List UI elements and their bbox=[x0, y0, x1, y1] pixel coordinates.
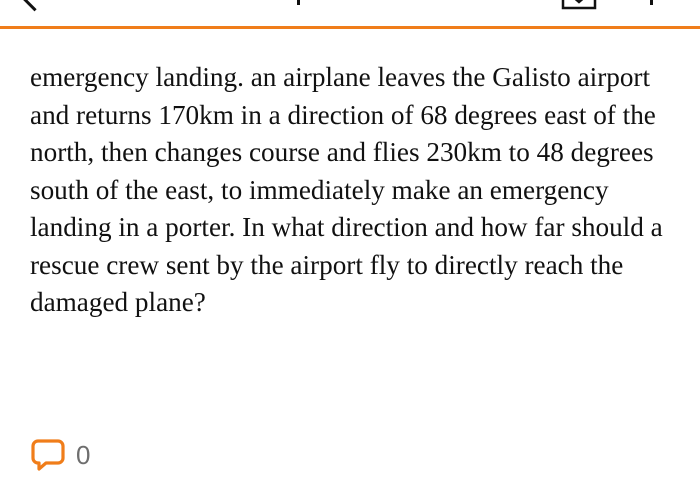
top-toolbar bbox=[0, 0, 700, 26]
mail-icon[interactable] bbox=[561, 0, 597, 10]
header-divider bbox=[0, 26, 700, 29]
comment-icon bbox=[30, 437, 66, 473]
comment-count: 0 bbox=[76, 440, 91, 470]
question-text: emergency landing. an airplane leaves the Galisto airport and returns 170km in a direction of 68 degrees east of the north, then changes course and flies 230km to 48 degrees south of the east, to immediately make an emergency landing in a porter. In what direction and how far should a rescue crew sent by the airport fly to directly reach the damaged plane? bbox=[30, 62, 663, 317]
toolbar-separator bbox=[650, 0, 653, 5]
toolbar-separator bbox=[297, 0, 300, 5]
comments-button[interactable] bbox=[30, 437, 90, 473]
back-chevron-icon[interactable] bbox=[20, 0, 50, 11]
